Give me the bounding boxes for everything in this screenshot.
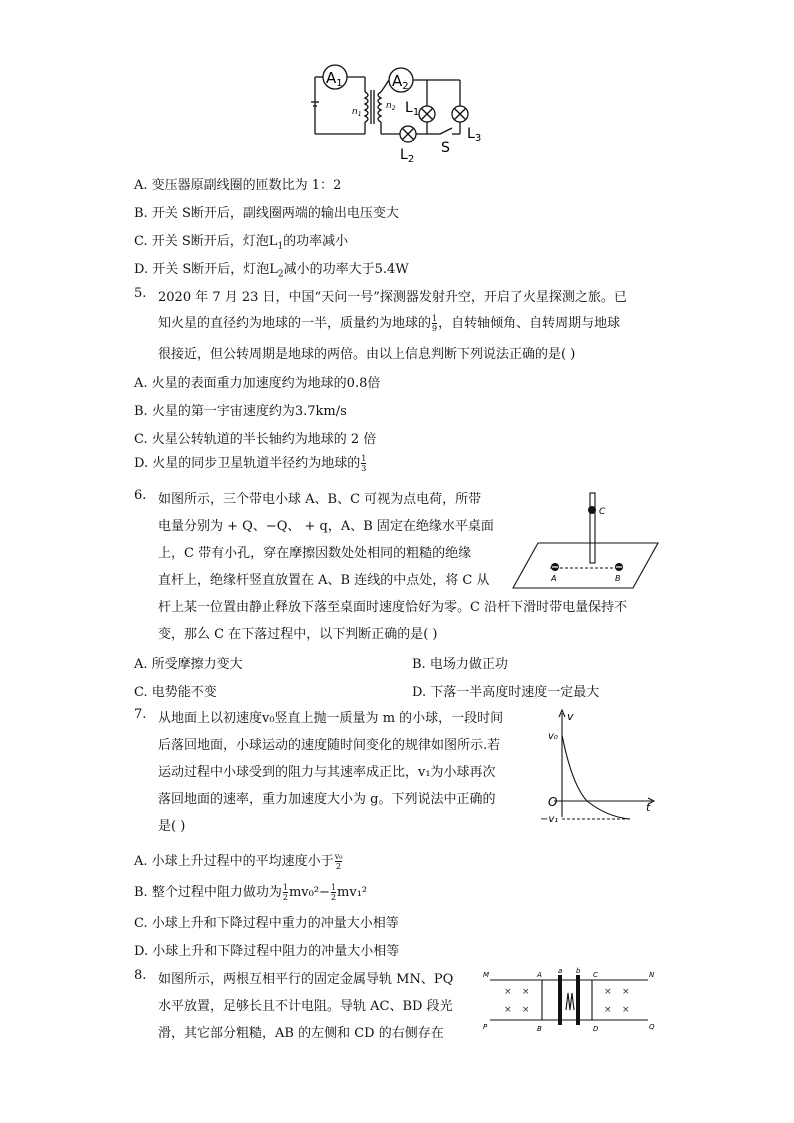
q7-vt-graph (532, 705, 662, 825)
q5-option-d: D. 火星的同步卫星轨道半径约为地球的 $\frac{1}{3}$ (134, 454, 367, 473)
q6-a-label: A (551, 574, 557, 583)
q4-option-a: A. 变压器原副线圈的匝数比为 1：2 (134, 178, 342, 193)
q5-option-a: A. 火星的表面重力加速度约为地球的0.8倍 (134, 376, 381, 391)
q4-l3-label: $L_3$ (467, 126, 482, 144)
q8-cross: × (622, 987, 630, 997)
q8-cross: × (604, 1005, 612, 1015)
q4-option-d: D. 开关 S断开后，灯泡$L_2$减小的功率大于5.4W (134, 262, 409, 280)
q5-option-b: B. 火星的第一宇宙速度约为3.7km/s (134, 404, 347, 419)
q8-number: 8. (134, 968, 147, 983)
q7-option-d: D. 小球上升和下降过程中阻力的冲量大小相等 (134, 944, 400, 959)
q8-stem-line2: 水平放置，足够长且不计电阻。导轨 AC、BD 段光 (158, 999, 453, 1014)
q6-c-label: C (599, 507, 606, 517)
q7-option-a: A. 小球上升过程中的平均速度小于 $\frac{\text{v₀}}{2}$ (134, 852, 343, 871)
q8-stem-line3: 滑，其它部分粗糙，AB 的左侧和 CD 的右侧存在 (158, 1026, 444, 1041)
q8-m-label: M (483, 971, 490, 979)
q8-rod-b-label: b (576, 967, 581, 975)
q7-origin-label: O (548, 795, 558, 809)
q8-rail-figure (480, 965, 660, 1033)
q7-number: 7. (134, 707, 147, 722)
q6-option-c: C. 电势能不变 (134, 685, 217, 700)
q6-stem-line6: 变，那么 C 在下落过程中，以下判断正确的是( ) (158, 627, 438, 642)
q7-stem-line3: 运动过程中小球受到的阻力与其速率成正比，v₁为小球再次 (158, 765, 496, 780)
q6-number: 6. (134, 488, 147, 503)
q7-t-axis-label: t (646, 801, 651, 814)
q7-stem-line1: 从地面上以初速度v₀竖直上抛一质量为 m 的小球，一段时间 (158, 711, 504, 726)
q8-b-label: B (537, 1025, 542, 1033)
q6-stem-line5: 杆上某一位置由静止释放下落至桌面时速度恰好为零。C 沿杆下滑时带电量保持不 (158, 600, 628, 615)
q4-l1-label: $L_1$ (405, 100, 420, 118)
q6-stem-line3: 上，C 带有小孔，穿在摩擦因数处处相同的粗糙的绝缘 (158, 546, 472, 561)
q6-stem-line4: 直杆上，绝缘杆竖直放置在 A、B 连线的中点处，将 C 从 (158, 573, 490, 588)
q7-v0-label: v₀ (548, 731, 558, 742)
q8-cross: × (604, 987, 612, 997)
q4-a1-label: $A_1$ (326, 69, 343, 89)
q8-d-label: D (593, 1025, 599, 1033)
q5-stem-line2: 知火星的直径约为地球的一半，质量约为地球的 $\frac{1}{9}$ ，自转轴倾角、自转周期与地球 (158, 314, 621, 333)
q8-p-label: P (483, 1023, 488, 1031)
q5-stem-line3: 很接近，但公转周期是地球的两倍。由以上信息判断下列说法正确的是( ) (158, 347, 576, 362)
q8-rod-a-label: a (558, 967, 563, 975)
q8-c-label: C (593, 971, 598, 979)
q4-circuit-figure (305, 62, 490, 167)
q8-cross: × (522, 1005, 530, 1015)
q6-option-d: D. 下落一半高度时速度一定最大 (412, 685, 600, 700)
q4-option-b: B. 开关 S断开后，副线圈两端的输出电压变大 (134, 206, 399, 221)
q4-a2-label: $A_2$ (392, 72, 409, 92)
q7-v-axis-label: v (567, 710, 574, 723)
q5-stem-line1: 2020 年 7 月 23 日，中国“天问一号”探测器发射升空，开启了火星探测之旅。已 (158, 290, 627, 305)
q8-cross: × (522, 987, 530, 997)
q4-l2-label: $L_2$ (400, 147, 415, 165)
q6-stem-line1: 如图所示，三个带电小球 A、B、C 可视为点电荷，所带 (158, 492, 482, 507)
q4-n2-label: $n_2$ (386, 101, 396, 112)
q7-stem-line5: 是( ) (158, 819, 186, 834)
q6-option-a: A. 所受摩擦力变大 (134, 657, 243, 672)
q8-cross: × (504, 1005, 512, 1015)
q6-b-label: B (615, 574, 621, 583)
q6-option-b: B. 电场力做正功 (412, 657, 508, 672)
q4-switch-label: S (441, 140, 450, 156)
q6-stem-line2: 电量分别为 + Q、−Q、 + q，A、B 固定在绝缘水平桌面 (158, 519, 494, 534)
q7-negv1-label: −v₁ (540, 814, 559, 825)
q8-cross: × (504, 987, 512, 997)
q8-cross: × (622, 1005, 630, 1015)
q6-figure (508, 488, 663, 593)
q8-n-label: N (649, 971, 655, 979)
q7-stem-line4: 落回地面的速率，重力加速度大小为 g。下列说法中正确的 (158, 792, 496, 807)
q4-n1-label: $n_1$ (352, 107, 362, 118)
q4-option-c: C. 开关 S断开后，灯泡$L_1$的功率减小 (134, 234, 349, 252)
q8-stem-line1: 如图所示，两根互相平行的固定金属导轨 MN、PQ (158, 972, 454, 987)
q5-option-c: C. 火星公转轨道的半长轴约为地球的 2 倍 (134, 432, 377, 447)
q7-option-b: B. 整个过程中阻力做功为 $\frac{1}{2}$ mv₀²− $\frac{1}{2}$ mv₁² (134, 883, 368, 902)
q7-option-c: C. 小球上升和下降过程中重力的冲量大小相等 (134, 916, 399, 931)
q7-stem-line2: 后落回地面，小球运动的速度随时间变化的规律如图所示.若 (158, 738, 501, 753)
q8-a-label: A (537, 971, 542, 979)
q5-number: 5. (134, 286, 147, 301)
q8-q-label: Q (649, 1023, 655, 1031)
